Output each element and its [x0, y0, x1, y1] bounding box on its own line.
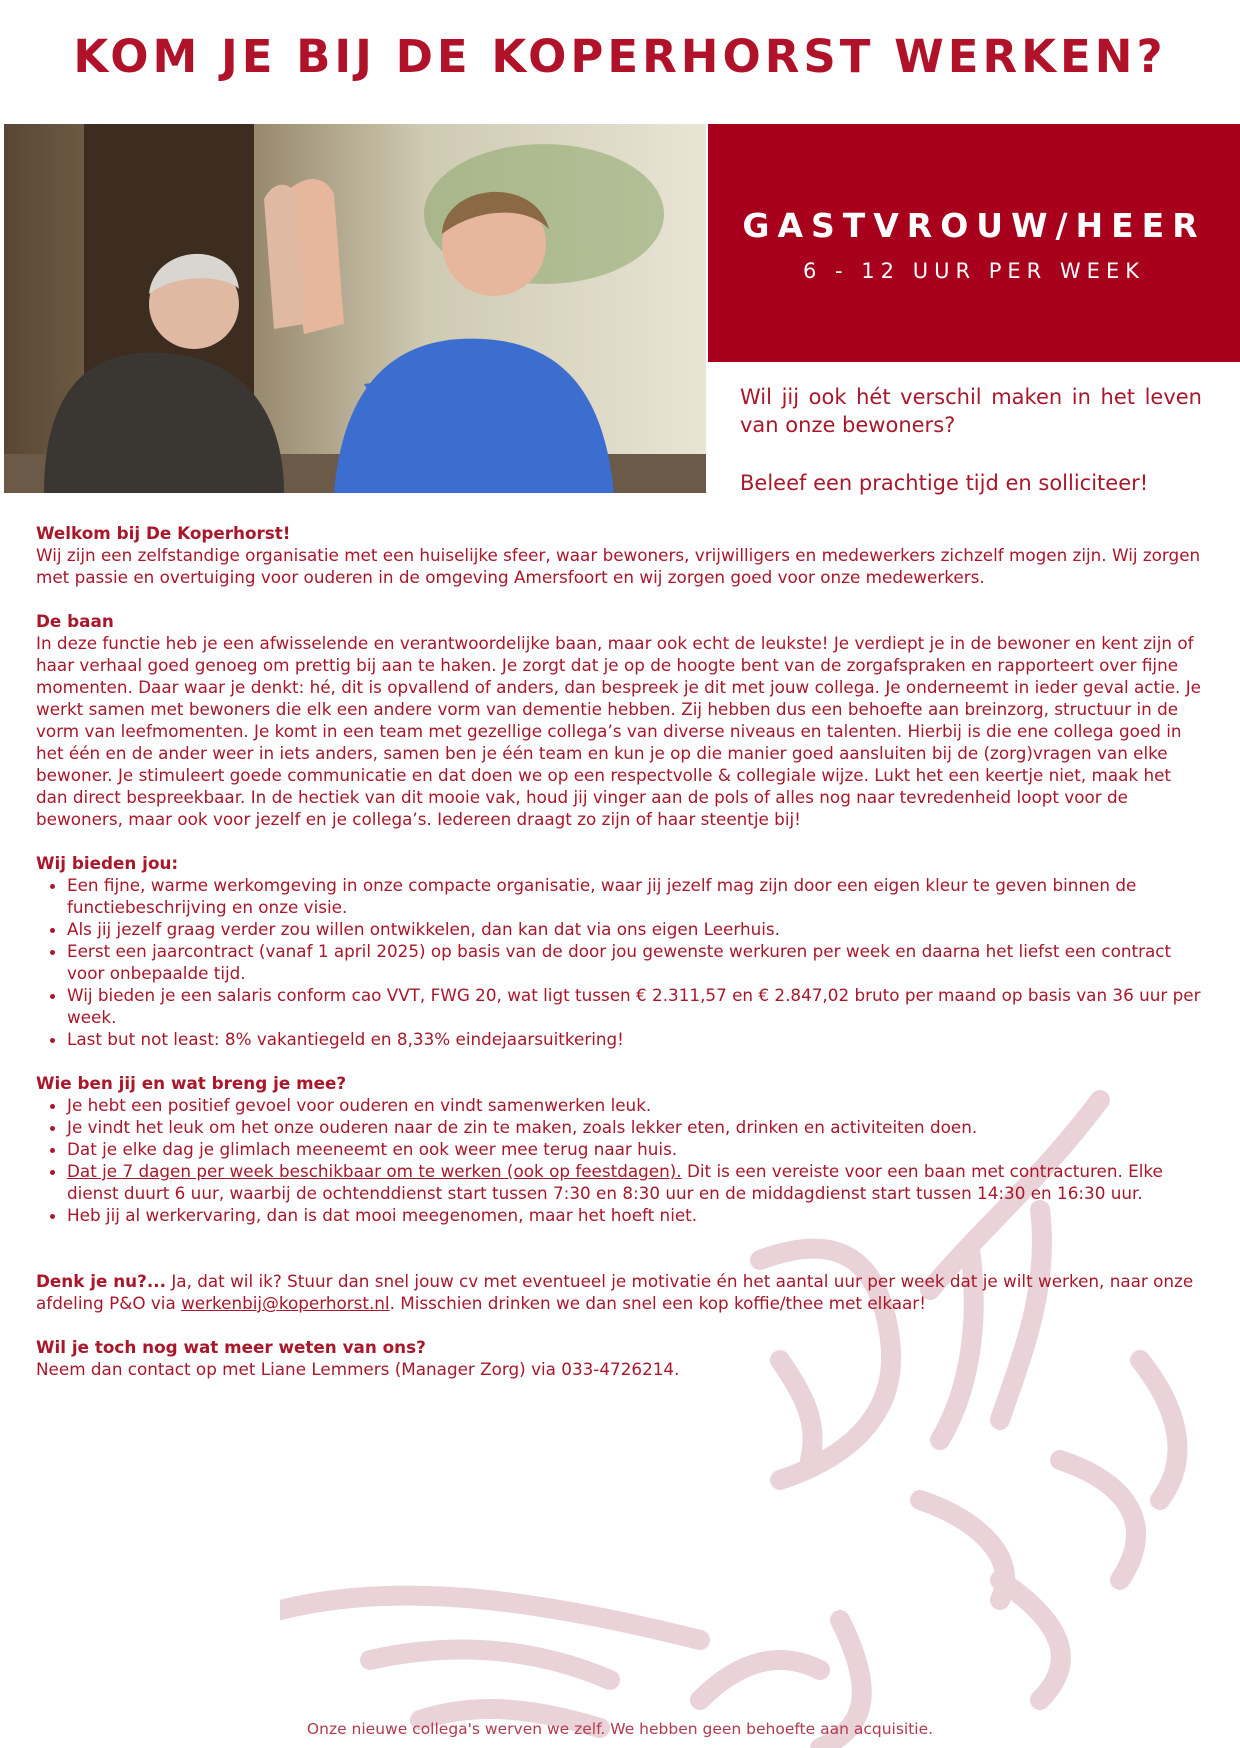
email-link[interactable]: werkenbij@koperhorst.nl — [181, 1293, 390, 1313]
job-heading: De baan — [36, 611, 114, 631]
page-title: KOM JE BIJ DE KOPERHORST WERKEN? — [73, 30, 1167, 83]
contact-text: Neem dan contact op met Liane Lemmers (Manager Zorg) via 033-4726214. — [36, 1359, 680, 1379]
welcome-heading: Welkom bij De Koperhorst! — [36, 523, 291, 543]
requirements-heading: Wie ben jij en wat breng je mee? — [36, 1073, 347, 1093]
apply-text-before: Ja, dat wil ik? Stuur dan snel jouw cv met eventueel je motivatie én het aantal uur per week dat je wilt werken, naar onze afdeling P&O via — [36, 1271, 1194, 1313]
job-text: In deze functie heb je een afwisselende en verantwoordelijke baan, maar ook echt de leukste! Je verdiept je in de bewoner en kent zijn of haar verhaal goed genoeg om prettig bij aan te haken. Je zorgt dat je op de hoogte bent van de zorgafspraken en rapporteert over fijne momenten. Daar waar je denkt: hé, dit is opvallend of anders, dan bespreek je dit met jouw collega. Je onderneemt in ieder geval actie. Je werkt samen met bewoners die elk een andere vorm van dementie hebben. Zij hebben dus een behoefte aan breinzorg, structuur in de vorm van leefmomenten. Je komt in een team met gezellige collega’s van diverse niveaus en talenten. Hierbij is die ene collega goed in het één en de ander weer in iets anders, samen ben je één team en kun je op die manier goed aansluiten bij de (zorg)vragen van elke bewoner. Je stimuleert goede communicatie en dat doen we op een respectvolle & collegiale wijze. Lukt het een keertje niet, maak het dan direct bespreekbaar. In de hectiek van dit mooie vak, houd jij vinger aan de pols of alles nog naar tevredenheid loopt voor de bewoners, maar ook voor jezelf en je collega’s. Iedereen draagt zo zijn of haar steentje bij! — [36, 633, 1202, 829]
offer-item: • Een fijne, warme werkomgeving in onze compacte organisatie, waar jij jezelf mag zijn door een eigen kleur te geven binnen de functiebeschrijving en onze visie. — [67, 874, 1206, 918]
footer-note: Onze nieuwe collega's werven we zelf. We hebben geen behoefte aan acquisitie. — [306, 1720, 934, 1738]
availability-details: Dit is een vereiste voor een baan met contracturen. Elke dienst duurt 6 uur, waarbij de ochtenddienst start tussen 7:30 en 8:30 uur en de middagdienst start tussen 14:30 en 16:30 uur. — [67, 1161, 1163, 1203]
contact-section — [36, 1336, 1206, 1380]
offer-item: • Eerst een jaarcontract (vanaf 1 april 2025) op basis van de door jou gewenste werkuren per week en daarna het liefst een contract voor onbepaalde tijd. — [67, 940, 1206, 984]
offer-heading: Wij bieden jou: — [36, 853, 179, 873]
vacancy-body — [36, 522, 1206, 1402]
requirements-list — [36, 1094, 1206, 1226]
requirement-item: • Heb jij al werkervaring, dan is dat mooi meegenomen, maar het hoeft niet. — [67, 1204, 1206, 1226]
apply-section — [36, 1270, 1206, 1314]
intro-block — [740, 383, 1202, 497]
requirements-section — [36, 1072, 1206, 1226]
offer-item: • Last but not least: 8% vakantiegeld en 8,33% eindejaarsuitkering! — [67, 1028, 1206, 1050]
requirement-item: • Je hebt een positief gevoel voor ouderen en vindt samenwerken leuk. — [67, 1094, 1206, 1116]
offer-item: • Als jij jezelf graag verder zou willen ontwikkelen, dan kan dat via ons eigen Leerhuis. — [67, 918, 1206, 940]
apply-text-after: . Misschien drinken we dan snel een kop koffie/thee met elkaar! — [389, 1293, 926, 1313]
offer-list — [36, 874, 1206, 1050]
offer-section — [36, 852, 1206, 1050]
welcome-text: Wij zijn een zelfstandige organisatie met een huiselijke sfeer, waar bewoners, vrijwilligers en medewerkers zichzelf mogen zijn. Wij zorgen met passie en overtuiging voor ouderen in de omgeving Amersfoort en wij zorgen goed voor onze medewerkers. — [36, 545, 1201, 587]
welcome-section — [36, 522, 1206, 588]
apply-text — [36, 1270, 1206, 1314]
hero-photo — [4, 124, 706, 493]
requirement-item: • Dat je elke dag je glimlach meeneemt en ook weer mee terug naar huis. — [67, 1138, 1206, 1160]
intro-call-to-action: Beleef een prachtige tijd en solliciteer! — [740, 471, 1149, 495]
availability-underlined: Dat je 7 dagen per week beschikbaar om te werken (ook op feestdagen). — [67, 1161, 682, 1181]
offer-item: • Wij bieden je een salaris conform cao VVT, FWG 20, wat ligt tussen € 2.311,57 en € 2.847,02 bruto per maand op basis van 36 uur per week. — [67, 984, 1206, 1028]
contact-heading: Wil je toch nog wat meer weten van ons? — [36, 1337, 426, 1357]
requirement-item-availability — [67, 1160, 1206, 1204]
job-title: GASTVROUW/HEER — [742, 206, 1206, 245]
requirement-item: • Je vindt het leuk om het onze ouderen naar de zin te maken, zoals lekker eten, drinken en activiteiten doen. — [67, 1116, 1206, 1138]
job-section — [36, 610, 1206, 830]
job-hours: 6 - 12 UUR PER WEEK — [803, 259, 1145, 283]
apply-lead: Denk je nu?... — [36, 1271, 166, 1291]
intro-question: Wil jij ook hét verschil maken in het leven van onze bewoners? — [740, 385, 1202, 437]
job-banner — [708, 124, 1240, 362]
